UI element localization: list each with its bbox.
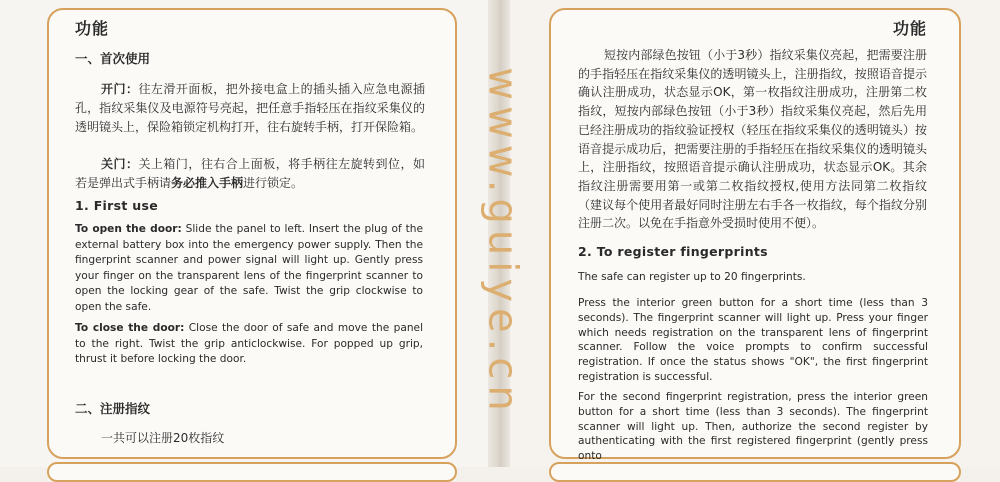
second-registration-paragraph-en: For the second fingerprint registration, press the interior green button for a short time (less than 3 seconds). The fingerprint scanner will light up. Then, authorize the second register by authenticating with the first registered fingerprint (gently press onto xyxy=(578,391,928,463)
open-door-paragraph-en xyxy=(75,222,423,316)
close-door-paragraph-cn xyxy=(75,155,425,193)
close-door-text-cn-c: 进行锁定。 xyxy=(243,176,304,190)
register-paragraph-cn: 短按内部绿色按钮（小于3秒）指纹采集仪亮起，把需要注册的手指轻压在指纹采集仪的透明镜头上，注册指纹，按照语音提示确认注册成功，状态显示OK，第一枚指纹注册成功，注册第二枚指纹，短按内部绿色按钮（小于3秒）指纹采集仪亮起，然后先用已经注册成功的指纹验证授权（轻压在指纹采集仪的透明镜头）按语音提示成功后，把需要注册的手指轻压在指纹采集仪的透明镜头上，注册指纹，按照语音提示确认注册成功，状态显示OK。其余指纹注册需要用第一或第二枚指纹授权,使用方法同第二枚指纹（建议每个使用者最好同时注册左右手各一枚指纹，每个指纹分别注册二次。以免在手指意外受损时使用不便）。 xyxy=(578,48,927,231)
first-registration-paragraph-en: Press the interior green button for a short time (less than 3 seconds). The fingerprint scanner will light up. Press your finger which needs registration on the transparent lens of fingerprint scanner. Follow the voice prompts to confirm successful registration. If once the status shows "OK", the first fingerprint registration is successful. xyxy=(578,297,928,383)
watermark xyxy=(458,67,548,417)
section1-heading-en: 1. First use xyxy=(75,198,158,213)
right-page-title: 功能 xyxy=(893,19,928,38)
register-capacity-en: The safe can register up to 20 fingerprints. xyxy=(578,271,806,283)
close-door-label-en: To close the door: xyxy=(75,322,185,334)
section2-heading-en: 2. To register fingerprints xyxy=(578,244,768,259)
section2-heading-cn: 二、注册指纹 xyxy=(75,401,151,416)
close-door-text-en: Close the door of safe and move the panel to the right. Twist the grip anticlockwise. For popped up grip, thrust it before locking the door. xyxy=(75,322,424,366)
close-door-paragraph-en xyxy=(75,321,423,368)
left-next-frame-edge xyxy=(47,462,457,482)
section2-text-cn: 一共可以注册20枚指纹 xyxy=(101,431,225,445)
close-door-label-cn: 关门： xyxy=(101,157,139,171)
section1-heading-cn: 一、首次使用 xyxy=(75,51,151,66)
watermark-text: www.guiye.cn xyxy=(480,67,527,417)
left-page-title: 功能 xyxy=(75,19,110,38)
open-door-label-cn: 开门： xyxy=(101,82,139,96)
close-door-emphasis-cn: 务必推入手柄 xyxy=(171,176,244,190)
close-door-text-cn-a: 关上箱门，往右合上面板，将手柄往左旋转到位，如若是弹出式手柄请 xyxy=(75,157,425,190)
open-door-label-en: To open the door: xyxy=(75,223,182,235)
open-door-paragraph-cn xyxy=(75,80,425,137)
open-door-text-cn: 往左滑开面板，把外接电盒上的插头插入应急电源插孔，指纹采集仪及电源符号亮起，把任意手指轻压在指纹采集仪的透明镜头上，保险箱锁定机构打开，往右旋转手柄，打开保险箱。 xyxy=(75,82,425,134)
right-next-frame-edge xyxy=(549,462,961,482)
open-door-text-en: Slide the panel to left. Insert the plug of the external battery box into the emergency power supply. Then the fingerprint scanner and power signal will light up. Gently press your finger on the transparent lens of the fingerprint scanner to open the locking gear of the safe. Twist the grip clockwise to open the safe. xyxy=(75,223,423,313)
